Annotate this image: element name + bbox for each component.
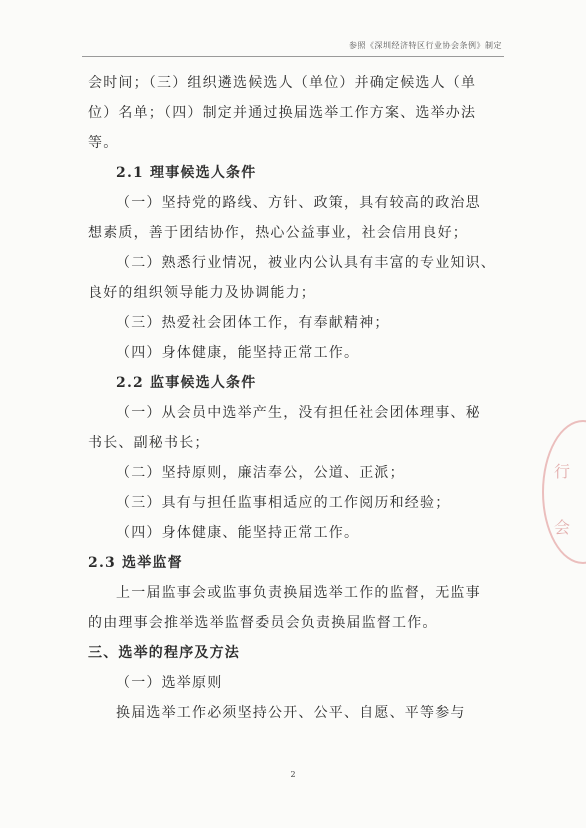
body-line: （四）身体健康、能坚持正常工作。 bbox=[116, 525, 360, 541]
section-heading: 2.2 监事候选人条件 bbox=[116, 375, 257, 391]
page-number: 2 bbox=[290, 770, 296, 779]
document-body bbox=[88, 68, 498, 728]
body-line: （二）熟悉行业情况，被业内公认具有丰富的专业知识、 bbox=[116, 255, 496, 271]
body-line: （一）选举原则 bbox=[116, 675, 223, 691]
body-line: 位）名单；（四）制定并通过换届选举工作方案、选举办法 bbox=[88, 105, 477, 121]
body-line: （三）热爱社会团体工作，有奉献精神； bbox=[116, 315, 390, 331]
official-seal-stamp bbox=[542, 420, 586, 564]
header-note: 参照《深圳经济特区行业协会条例》制定 bbox=[349, 41, 502, 50]
body-line: （二）坚持原则，廉洁奉公，公道、正派； bbox=[116, 465, 405, 481]
body-line: 换届选举工作必须坚持公开、公平、自愿、平等参与 bbox=[116, 705, 466, 721]
body-line: （四）身体健康，能坚持正常工作。 bbox=[116, 345, 360, 361]
body-line: 的由理事会推举选举监督委员会负责换届监督工作。 bbox=[88, 615, 438, 631]
stamp-text: 行 会 bbox=[554, 462, 571, 537]
body-line: 良好的组织领导能力及协调能力； bbox=[88, 285, 316, 301]
section-heading: 三、选举的程序及方法 bbox=[88, 645, 240, 661]
section-heading: 2.3 选举监督 bbox=[88, 555, 183, 571]
header-divider bbox=[82, 56, 504, 57]
body-line: 等。 bbox=[88, 135, 119, 151]
body-line: （三）具有与担任监事相适应的工作阅历和经验； bbox=[116, 495, 451, 511]
body-line: 想素质，善于团结协作，热心公益事业，社会信用良好； bbox=[88, 225, 468, 241]
body-line: （一）坚持党的路线、方针、政策，具有较高的政治思 bbox=[116, 195, 481, 211]
body-line: 上一届监事会或监事负责换届选举工作的监督，无监事 bbox=[116, 585, 481, 601]
body-line: （一）从会员中选举产生，没有担任社会团体理事、秘 bbox=[116, 405, 481, 421]
body-line: 会时间；（三）组织遴选候选人（单位）并确定候选人（单 bbox=[88, 75, 477, 91]
body-line: 书长、副秘书长； bbox=[88, 435, 210, 451]
section-heading: 2.1 理事候选人条件 bbox=[116, 165, 257, 181]
